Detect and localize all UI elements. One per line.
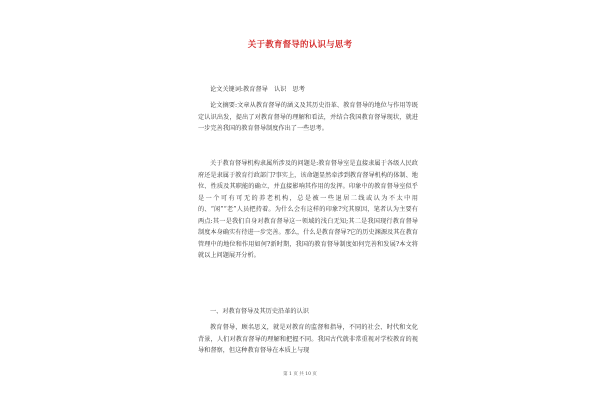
section1-paragraph: 教育督导，顾名思义，就是对教育的监督和指导，不同的社会、时代和文化背景，人们对教育督导的理解和把握不同。我国古代就非常重视对学校教育的视导和督察，但这种教育督导在本质上与现 [198,324,418,354]
section1-heading: 一、对教育督导及其历史沿革的认识 [210,308,309,315]
keywords-text: 论文关键词:教育督导 认识 思考 [210,86,305,93]
section1-heading-block [198,306,418,318]
abstract-text: 论文摘要:文章从教育督导的涵义及其历史沿革、教育督导的地位与作用等既定认识出发，提出了对教育督导的理解和看法，并结合我国教育督导现状，就进一步完善我国的教育督导制度作出了一些思考。 [198,102,418,132]
keywords-line [198,84,418,96]
page-number-footer: 第 1 页 共 10 页 [283,372,317,377]
document-title: 关于教育督导的认识与思考 [247,40,353,50]
issue-paragraph: 关于教育督导机构隶属所涉及的问题是:教育督导室是直接隶属于各级人民政府还是隶属于教育行政部门?事实上，该命题显然牵涉到教育督导机构的体制、地位、性质及其职能的确立，并直接影响其作用的发挥。印象中的教育督导室似乎是一个可有可无的养老机构，总是被一些退居二线或认为不太中用的、“闲”“老”人员把持着。为什么会有这样的印象?究其原因，笔者认为主要有两点:其一是我们自身对教育督导这一领域的浅白无知;其二是我国现行教育督导制度本身确实有待进一步完善。那么，什么是教育督导?它的历史渊源及其在教育管理中的地位和作用如何?新时期，我国的教育督导制度如何完善和发展?本文将就以上问题展开分析。 [198,160,418,259]
section1-paragraph-block [198,322,418,357]
abstract-block [198,100,418,135]
issue-paragraph-block [198,158,418,262]
